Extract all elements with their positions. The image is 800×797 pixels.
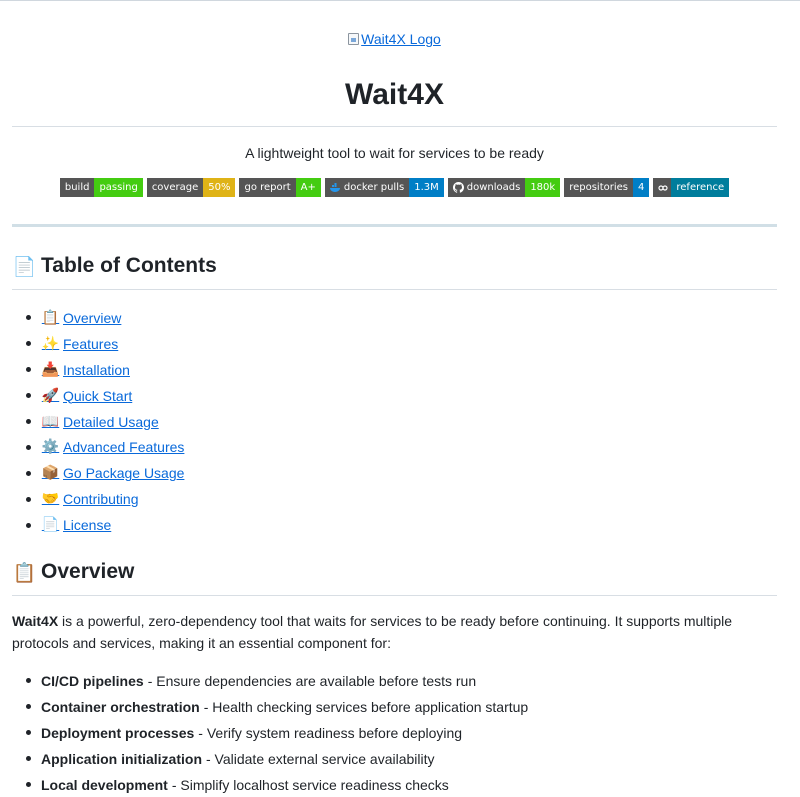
list-item (26, 512, 777, 538)
bullet (26, 678, 31, 683)
badge-reference[interactable] (653, 178, 729, 197)
toc-link-installation[interactable] (41, 362, 130, 378)
open-book-icon: 📖 (41, 413, 60, 430)
broken-image-icon (348, 33, 359, 45)
badge-value: 1.3M (409, 178, 444, 197)
toc-link-quick-start[interactable] (41, 388, 132, 404)
use-case-title: CI/CD pipelines (41, 672, 144, 689)
list-item (26, 409, 777, 435)
badge-label-wrap (325, 178, 409, 197)
use-case-title: Container orchestration (41, 698, 200, 715)
badge-build[interactable] (60, 178, 143, 197)
badge-coverage[interactable] (147, 178, 236, 197)
badge-value: 180k (525, 178, 560, 197)
badge-label: build (60, 178, 95, 197)
bullet (26, 704, 31, 709)
logo-container (12, 1, 777, 55)
github-icon (453, 182, 464, 193)
link-icon (658, 185, 668, 191)
toc-link-label: Installation (63, 361, 130, 378)
use-case-title: Application initialization (41, 750, 202, 767)
badge-row (12, 178, 777, 197)
bullet (26, 393, 31, 398)
overview-section (12, 557, 777, 797)
badge-docker-pulls[interactable] (325, 178, 444, 197)
docker-icon (330, 183, 341, 192)
bullet (26, 730, 31, 735)
toc-link-label: License (63, 517, 112, 534)
badge-value: reference (671, 178, 729, 197)
use-case-title: Local development (41, 776, 168, 793)
bullet (26, 419, 31, 424)
toc-link-license[interactable] (41, 517, 111, 533)
readme-page (0, 1, 800, 797)
badge-go-report[interactable] (239, 178, 320, 197)
badge-label: go report (239, 178, 295, 197)
bullet (26, 315, 31, 320)
toc-link-label: Contributing (63, 491, 139, 508)
toc-link-label: Go Package Usage (63, 465, 185, 482)
overview-heading-text: Overview (41, 560, 135, 584)
rocket-icon: 🚀 (41, 387, 60, 404)
page-icon: 📄 (41, 517, 60, 534)
list-item (26, 434, 777, 460)
clipboard-icon: 📋 (12, 561, 37, 584)
list-item (26, 694, 777, 720)
tagline: A lightweight tool to wait for services to be ready (245, 145, 544, 161)
list-item (26, 720, 777, 746)
logo-alt-text: Wait4X Logo (361, 31, 441, 47)
bullet (26, 756, 31, 761)
bullet (26, 341, 31, 346)
package-icon: 📦 (41, 465, 60, 482)
toc-link-label: Advanced Features (63, 439, 185, 456)
badge-value: A+ (296, 178, 321, 197)
gear-icon: ⚙️ (41, 439, 60, 456)
overview-heading-rule (12, 595, 777, 596)
clipboard-icon: 📋 (41, 309, 60, 326)
toc-link-features[interactable] (41, 336, 118, 352)
badge-value: 4 (633, 178, 649, 197)
overview-intro-bold: Wait4X (12, 613, 59, 630)
use-case-text: - Simplify localhost service readiness checks (171, 776, 449, 793)
toc-link-advanced-features[interactable] (41, 439, 184, 455)
toc-heading-text: Table of Contents (41, 254, 217, 277)
toc-list (12, 305, 777, 538)
list-item (26, 383, 777, 409)
inbox-tray-icon: 📥 (41, 361, 60, 378)
list-item (26, 772, 777, 797)
toc-link-label: Detailed Usage (63, 413, 159, 430)
list-item (26, 746, 777, 772)
use-case-list (12, 668, 777, 797)
badge-label-wrap (448, 178, 526, 197)
list-item (26, 460, 777, 486)
badge-label: repositories (564, 178, 633, 197)
toc-link-label: Quick Start (63, 387, 133, 404)
list-item (26, 357, 777, 383)
toc-heading (12, 251, 777, 281)
use-case-text: - Health checking services before application startup (203, 698, 529, 715)
badge-downloads[interactable] (448, 178, 560, 197)
page-icon: 📄 (12, 255, 37, 278)
handshake-icon: 🤝 (41, 491, 60, 508)
toc-link-label: Features (63, 335, 119, 352)
logo-link[interactable] (348, 31, 441, 47)
toc-link-contributing[interactable] (41, 491, 139, 507)
badge-value: passing (94, 178, 142, 197)
bullet (26, 497, 31, 502)
badge-label: downloads (466, 182, 521, 193)
list-item (26, 305, 777, 331)
bullet (26, 367, 31, 372)
overview-heading (12, 557, 777, 587)
sparkles-icon: ✨ (41, 335, 60, 352)
overview-intro-text: is a powerful, zero-dependency tool that waits for services to be ready before continuing. It supports multiple protocols and services, making it an essential component for: (12, 613, 733, 652)
badge-repositories[interactable] (564, 178, 649, 197)
toc-link-detailed-usage[interactable] (41, 414, 159, 430)
section-divider (12, 224, 777, 227)
title-divider (12, 126, 777, 127)
bullet (26, 523, 31, 528)
toc-link-overview[interactable] (41, 310, 121, 326)
toc-link-go-package-usage[interactable] (41, 465, 184, 481)
badge-label: docker pulls (343, 182, 405, 193)
list-item (26, 486, 777, 512)
toc-link-label: Overview (63, 309, 122, 326)
use-case-text: - Validate external service availability (206, 750, 435, 767)
overview-intro (12, 610, 777, 654)
badge-value: 50% (203, 178, 235, 197)
bullet (26, 445, 31, 450)
use-case-text: - Verify system readiness before deploying (198, 724, 463, 741)
page-title: Wait4X (345, 78, 444, 111)
list-item (26, 331, 777, 357)
badge-label: coverage (147, 178, 203, 197)
use-case-title: Deployment processes (41, 724, 195, 741)
badge-label-wrap (653, 178, 671, 197)
use-case-text: - Ensure dependencies are available before tests run (147, 672, 477, 689)
bullet (26, 782, 31, 787)
toc-heading-rule (12, 289, 777, 290)
toc-section (12, 251, 777, 538)
bullet (26, 471, 31, 476)
list-item (26, 668, 777, 694)
